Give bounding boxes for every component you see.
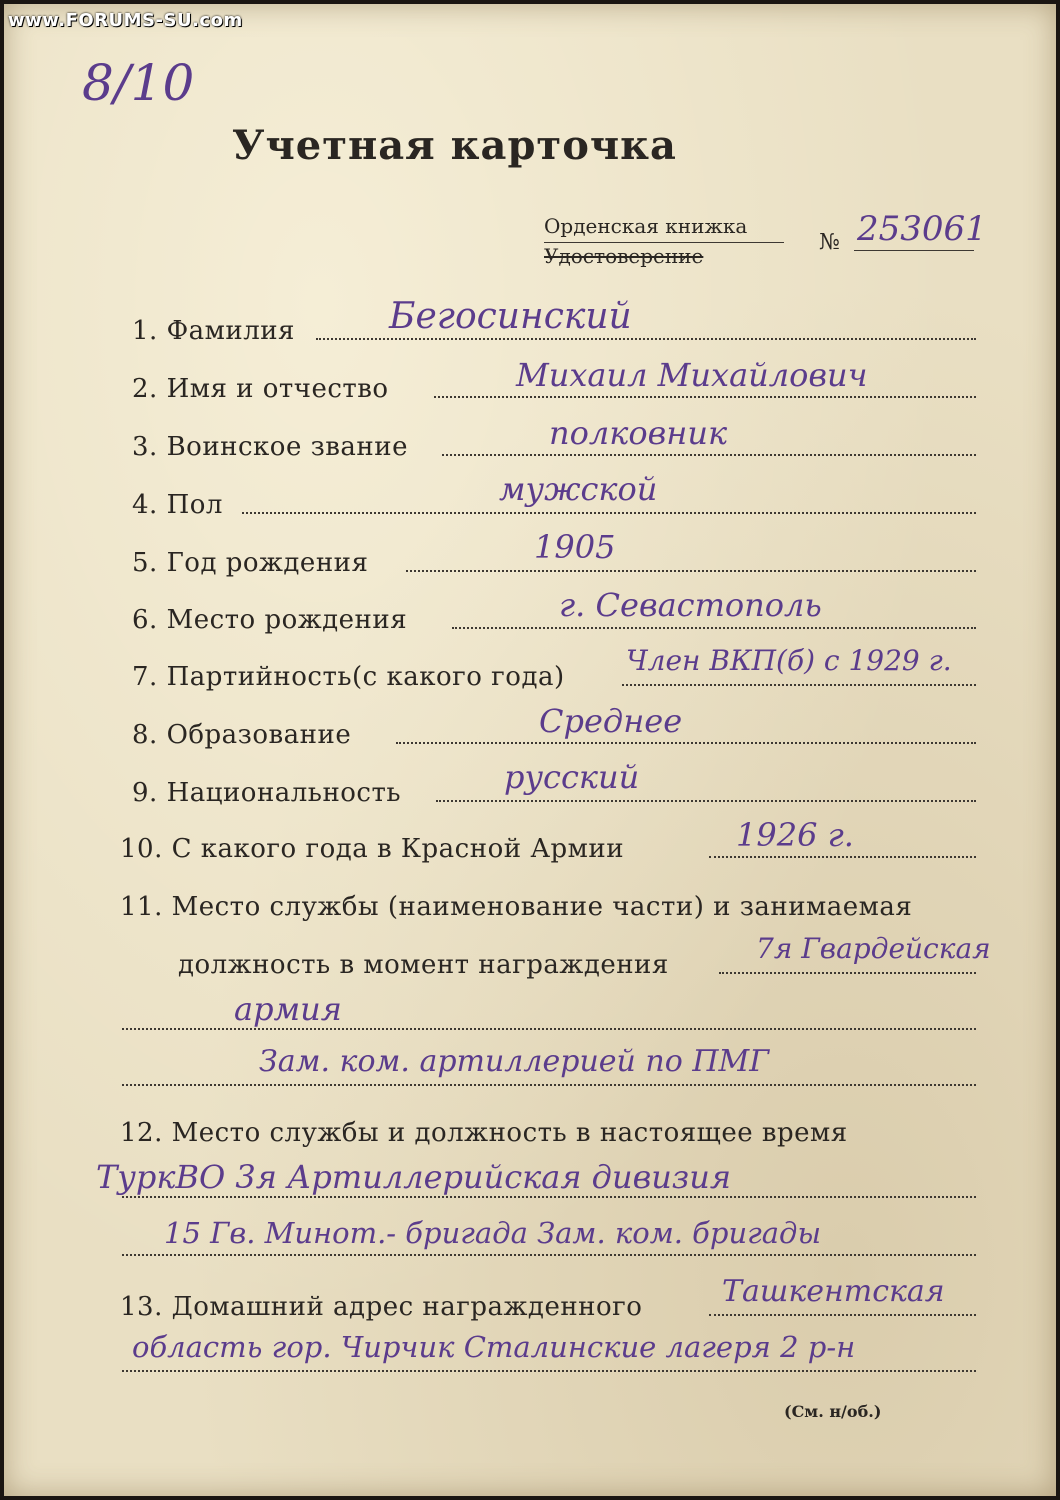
field-3-line (442, 454, 976, 456)
number-underline (854, 250, 974, 251)
field-11-label-line2: должность в момент награждения (178, 950, 669, 980)
name-patronymic-value: Михаил Михайлович (516, 356, 868, 394)
field-6-label: 6. Место рождения (132, 605, 408, 635)
army-since-value: 1926 г. (736, 816, 854, 854)
field-7-line (622, 684, 976, 686)
sex-value: мужской (499, 470, 658, 508)
field-2-label: 2. Имя и отчество (132, 374, 389, 404)
field-7-label: 7. Партийность(с какого года) (132, 662, 565, 692)
field-11-line-1 (719, 972, 976, 974)
order-book-option: Орденская книжка (544, 214, 748, 238)
field-5-label: 5. Год рождения (132, 548, 369, 578)
option-divider (544, 242, 784, 243)
field-4-label: 4. Пол (132, 490, 223, 520)
education-value: Среднее (539, 702, 683, 740)
registration-card (4, 4, 1056, 1496)
field-8-label: 8. Образование (132, 720, 352, 750)
certificate-option-struck: Удостоверение (544, 244, 704, 268)
field-13-label: 13. Домашний адрес награжденного (120, 1292, 643, 1322)
current-service-value-1: ТуркВО 3я Артиллерийская дивизия (96, 1158, 732, 1196)
field-5-line (406, 570, 976, 572)
field-13-line-1 (709, 1314, 976, 1316)
field-13-line-2 (122, 1370, 976, 1372)
field-10-label: 10. С какого года в Красной Армии (120, 834, 625, 864)
field-12-line-2 (122, 1254, 976, 1256)
birthplace-value: г. Севастополь (559, 586, 822, 624)
field-4-line (242, 512, 976, 514)
field-1-label: 1. Фамилия (132, 316, 295, 346)
field-9-line (436, 800, 976, 802)
field-11-line-2 (122, 1028, 976, 1030)
field-12-label: 12. Место службы и должность в настоящее время (120, 1118, 848, 1148)
award-position-value: Зам. ком. артиллерией по ПМГ (259, 1044, 770, 1079)
field-9-label: 9. Национальность (132, 778, 402, 808)
field-11-line-3 (122, 1084, 976, 1086)
field-2-line (434, 396, 976, 398)
surname-value: Бегосинский (389, 296, 632, 337)
watermark: www.FORUMS-SU.com (8, 10, 243, 31)
book-number: 253061 (857, 209, 987, 249)
corner-annotation: 8/10 (82, 54, 195, 112)
field-10-line (709, 856, 976, 858)
field-3-label: 3. Воинское звание (132, 432, 408, 462)
award-unit-value-2: армия (234, 990, 342, 1028)
nationality-value: русский (504, 758, 640, 796)
field-11-label-line1: 11. Место службы (наименование части) и занимаемая (120, 892, 913, 922)
birth-year-value: 1905 (534, 528, 616, 566)
party-value: Член ВКП(б) с 1929 г. (626, 644, 952, 677)
see-reverse-note: (См. н/об.) (784, 1402, 882, 1421)
field-8-line (396, 742, 976, 744)
field-12-line-1 (122, 1196, 976, 1198)
rank-value: полковник (549, 414, 728, 452)
field-1-line (316, 338, 976, 340)
field-6-line (452, 627, 976, 629)
current-service-value-2: 15 Гв. Миноm.- бригада Зам. ком. бригады (164, 1216, 822, 1250)
home-address-value-2: область гор. Чирчик Сталинские лагеря 2 р-н (132, 1330, 856, 1364)
home-address-value-1: Ташкентская (722, 1274, 945, 1309)
card-title: Учетная карточка (232, 122, 677, 169)
number-label: № (819, 230, 840, 255)
award-unit-value-1: 7я Гвардейская (756, 932, 991, 965)
